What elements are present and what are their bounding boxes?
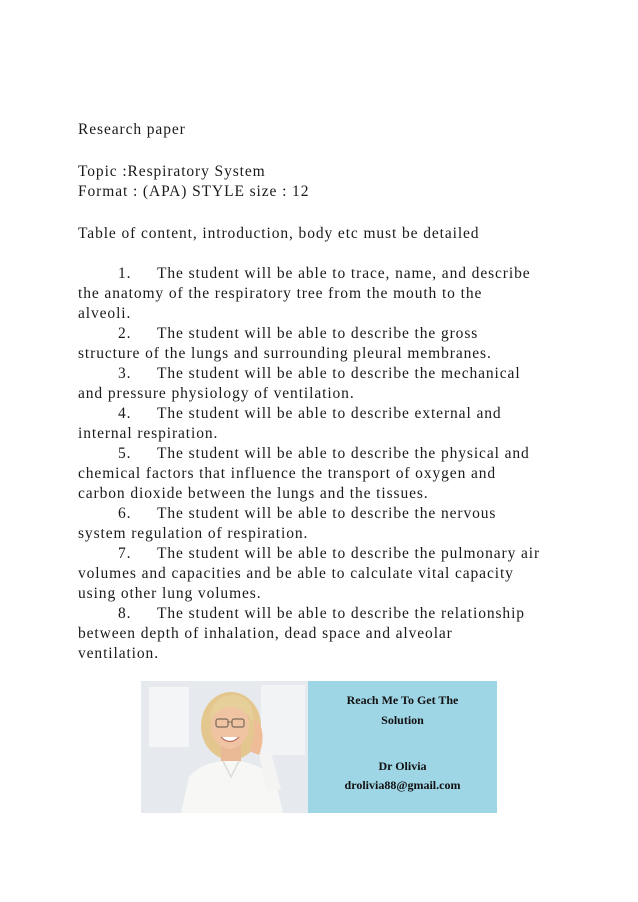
promo-line-2: Solution xyxy=(381,713,424,727)
objective-number: 8. xyxy=(118,605,132,622)
objective-text: The student will be able to describe the relationship xyxy=(157,605,525,622)
objective-text: The student will be able to trace, name, and describe xyxy=(157,265,531,282)
objective-text: between depth of inhalation, dead space and alveolar xyxy=(78,625,453,642)
objective-text: chemical factors that influence the transport of oxygen and xyxy=(78,465,497,482)
document-heading: Research paper xyxy=(78,121,186,138)
objective-number: 6. xyxy=(118,505,132,522)
objective-text: volumes and capacities and be able to calculate vital capacity xyxy=(78,565,514,582)
objective-number: 3. xyxy=(118,365,132,382)
objective-text: system regulation of respiration. xyxy=(78,525,309,542)
objective-text: The student will be able to describe the physical and xyxy=(157,445,530,462)
promo-line-1: Reach Me To Get The xyxy=(346,693,459,707)
objective-text: structure of the lungs and surrounding pleural membranes. xyxy=(78,345,492,362)
instructions-line: Table of content, introduction, body etc must be detailed xyxy=(78,225,480,242)
format-line: Format : (APA) STYLE size : 12 xyxy=(78,183,310,200)
objective-text: ventilation. xyxy=(78,645,159,662)
contact-email[interactable]: drolivia88@gmail.com xyxy=(344,778,461,792)
objective-number: 5. xyxy=(118,445,132,462)
objective-text: internal respiration. xyxy=(78,425,219,442)
objective-number: 4. xyxy=(118,405,132,422)
woman-photo xyxy=(141,681,308,813)
contact-name: Dr Olivia xyxy=(378,759,427,773)
objective-number: 7. xyxy=(118,545,132,562)
objective-text: The student will be able to describe the mechanical xyxy=(157,365,521,382)
objective-text: using other lung volumes. xyxy=(78,585,262,602)
objective-text: The student will be able to describe external and xyxy=(157,405,502,422)
objective-number: 2. xyxy=(118,325,132,342)
objective-text: The student will be able to describe the pulmonary air xyxy=(157,545,541,562)
objective-text: the anatomy of the respiratory tree from the mouth to the xyxy=(78,285,483,302)
objective-text: The student will be able to describe the nervous xyxy=(157,505,497,522)
objective-text: and pressure physiology of ventilation. xyxy=(78,385,355,402)
objective-text: carbon dioxide between the lungs and the tissues. xyxy=(78,485,429,502)
topic-line: Topic :Respiratory System xyxy=(78,163,266,180)
objective-text: alveoli. xyxy=(78,305,132,322)
objective-text: The student will be able to describe the gross xyxy=(157,325,479,342)
objective-number: 1. xyxy=(118,265,132,282)
woman-illustration xyxy=(141,681,308,813)
contact-panel xyxy=(308,681,497,813)
promo-banner xyxy=(141,681,497,813)
